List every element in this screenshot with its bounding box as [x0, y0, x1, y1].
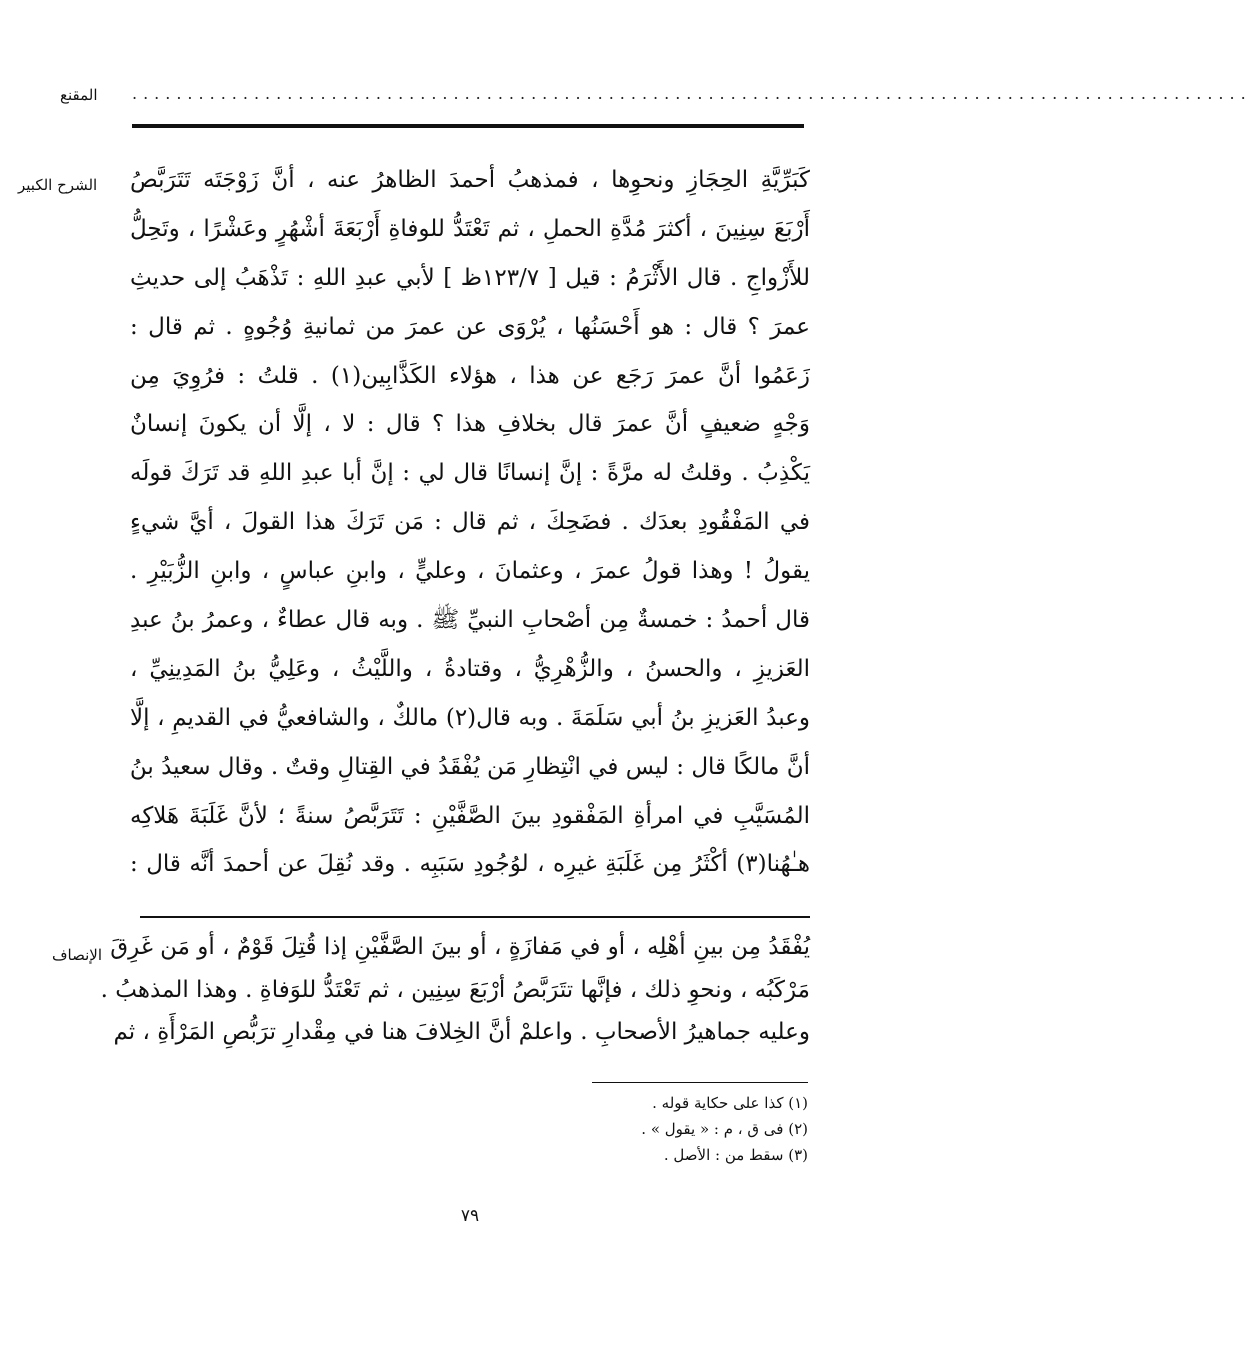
- insaf-text-block: [100, 926, 810, 1054]
- text-line: وعبدُ العَزيزِ بنُ أبي سَلَمَةَ . وبه قال(٢) مالكٌ ، والشافعيُّ في القديمِ ، إلَّا: [130, 704, 810, 731]
- footnote: (٢) فى ق ، م : « يقول » .: [641, 1120, 808, 1138]
- text-line: يُفْقَدُ مِن بينِ أهْلِه ، أو في مَفازَةٍ ، أو بينَ الصَّفَّيْنِ إذا قُتِلَ قَوْمٌ ، أو مَن غَرِقَ: [110, 934, 810, 960]
- text-line: قال أحمدُ : خمسةٌ مِن أصْحابِ النبيِّ ﷺ . وبه قال عطاءٌ ، وعمرُ بنُ عبدِ: [130, 607, 810, 634]
- text-line: عمرَ ؟ قال : هو أَحْسَنُها ، يُرْوَى عن عمرَ من ثمانيةِ وُجُوهٍ . ثم قال :: [130, 313, 810, 340]
- text-line: وعليه جماهيرُ الأصحابِ . واعلمْ أنَّ الخِلافَ هنا في مِقْدارِ ترَبُّصِ المَرْأَةِ ، ثم: [113, 1019, 810, 1045]
- text-line: زَعَمُوا أنَّ عمرَ رَجَع عن هذا ، هؤلاء الكَذَّابِين(١) . قلتُ : فرُوِيَ مِن: [130, 362, 810, 389]
- section-separator: [140, 916, 810, 918]
- text-line: أَرْبَعَ سِنِينَ ، أكثرَ مُدَّةِ الحملِ ، ثم تَعْتَدُّ للوفاةِ أَرْبَعَةَ أشْهُرٍ وعَشْرًا ، وتَحِلُّ: [130, 215, 810, 242]
- text-line: للأَزْواجِ . قال الأَثْرَمُ : قيل [ ١٢٣/٧ظ ] لأبي عبدِ اللهِ : تَذْهَبُ إلى حديثِ: [130, 264, 810, 291]
- header-dotted-leader: .....................................................................................................: [132, 84, 1252, 103]
- footnote: (١) كذا على حكاية قوله .: [652, 1094, 808, 1112]
- text-line: وَجْهٍ ضعيفٍ أنَّ عمرَ قال بخلافِ هذا ؟ قال : لا ، إلَّا أن يكونَ إنسانٌ: [130, 411, 810, 438]
- text-line: كَبَرِّيَّةِ الحِجَازِ ونحوِها ، فمذهبُ أحمدَ الظاهرُ عنه ، أنَّ زَوْجَتَه تَتَرَبَّصُ: [130, 167, 810, 193]
- text-line: هـٰهُنا(٣) أكْثَرُ مِن غَلَبَةِ غيرِه ، لوُجُودِ سَبَبِه . وقد نُقِلَ عن أحمدَ أنَّه قال :: [130, 851, 810, 878]
- text-line: المُسَيَّبِ في امرأةِ المَفْقودِ بينَ الصَّفَّيْنِ : تَتَرَبَّصُ سنةً ؛ لأنَّ غَلَبَةَ هَلاكِه: [130, 802, 810, 829]
- sharh-text-block: [130, 156, 810, 889]
- header-rule: [132, 124, 804, 128]
- text-line: يَكْذِبُ . وقلتُ له مرَّةً : إنَّ إنسانًا قال لي : إنَّ أبا عبدِ اللهِ قد تَرَكَ قولَه: [130, 460, 810, 487]
- side-label-sharh: الشرح الكبير: [18, 176, 98, 194]
- page-number: ٧٩: [460, 1206, 480, 1226]
- text-line: في المَفْقُودِ بعدَك . فضَحِكَ ، ثم قال : مَن تَرَكَ هذا القولَ ، أيَّ شيءٍ: [130, 509, 810, 536]
- footnote: (٣) سقط من : الأصل .: [663, 1146, 808, 1164]
- text-line: مَرْكَبُه ، ونحوِ ذلك ، فإنَّها تتَرَبَّصُ أرْبَعَ سِنِين ، ثم تَعْتَدُّ للوَفاةِ . وهذا المذهبُ .: [100, 976, 810, 1003]
- text-line: العَزيزِ ، والحسنُ ، والزُّهْرِيُّ ، وقتادةُ ، واللَّيْثُ ، وعَلِيُّ بنُ المَدِينِيِّ ،: [130, 655, 810, 682]
- side-label-insaf: الإنصاف: [52, 946, 103, 964]
- footnotes: [430, 1090, 808, 1168]
- footnote-rule: [592, 1082, 808, 1083]
- text-line: يقولُ ! وهذا قولُ عمرَ ، وعثمانَ ، وعليٍّ ، وابنِ عباسٍ ، وابنِ الزُّبَيْرِ .: [130, 558, 810, 585]
- text-line: أنَّ مالكًا قال : ليس في انْتِظارِ مَن يُفْقَدُ في القِتالِ وقتٌ . وقال سعيدُ بنُ: [129, 753, 810, 780]
- running-header-title: المقنع: [60, 86, 98, 104]
